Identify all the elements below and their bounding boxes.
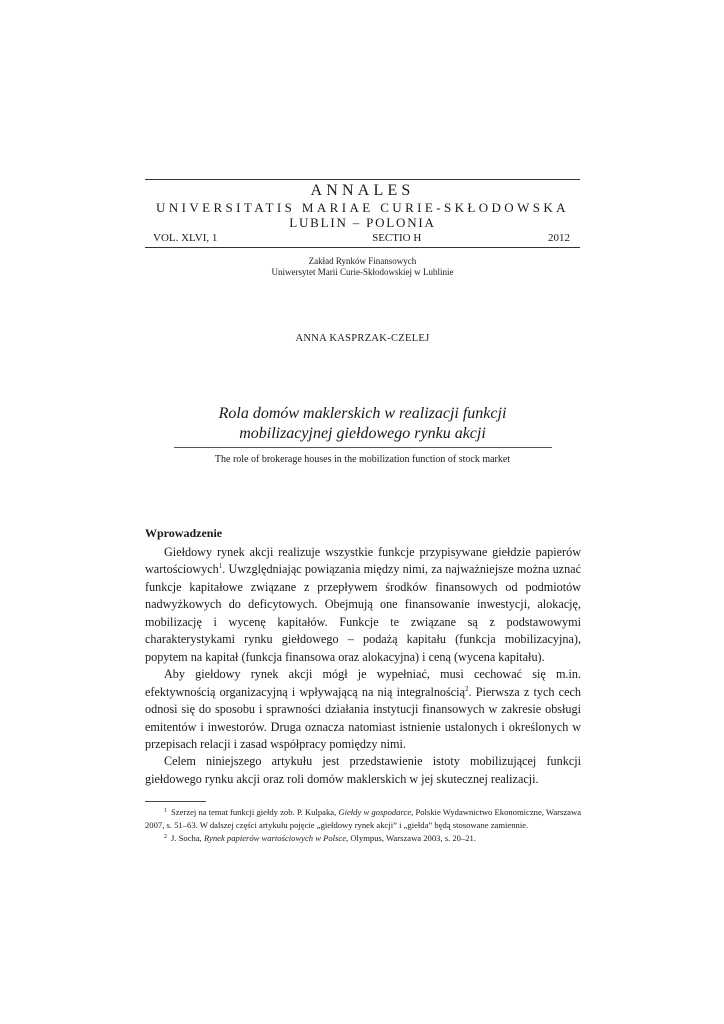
footnote-1-number: 1: [164, 808, 167, 814]
year: 2012: [547, 232, 570, 244]
journal-title: ANNALES: [310, 182, 415, 199]
body-text: [145, 544, 581, 788]
article-title-line-2: mobilizacyjnej giełdowego rynku akcji: [239, 425, 486, 442]
affiliation-department: Zakład Rynków Finansowych: [308, 256, 417, 266]
section-heading: Wprowadzenie: [145, 526, 223, 540]
journal-university: UNIVERSITATIS MARIAE CURIE-SKŁODOWSKA: [156, 200, 569, 215]
section: SECTIO H: [372, 232, 422, 244]
footnote-2: $^2$ J. Socha, Rynek papierów wartościowych w Polsce, Olympus, Warszawa 2003, s. 20–21.: [164, 833, 476, 843]
volume: VOL. XLVI, 1: [153, 232, 218, 244]
footnote-2-number: 2: [164, 834, 167, 840]
footnote-rule: [145, 801, 206, 802]
journal-city: LUBLIN – POLONIA: [289, 215, 436, 230]
volume-row: [153, 232, 570, 245]
footnotes: [145, 805, 581, 845]
paragraph-1: Giełdowy rynek akcji realizuje wszystkie funkcje przypisywane giełdzie papierów wartościowych$^1$. Uwzględniając powiązania między nimi, za najważniejsze można uznać funkcje kapitałowe związane z przepływem środków finansowych od podmiotów nadwyżkowych do deficytowych. Obejmują one finansowanie inwestycji, alokację, mobilizację i wycenę kapitałów. Funkcje te związane są z podstawowymi charakterystykami rynku giełdowego – podażą kapitału (funkcja mobilizacyjna), popytem na kapitał (funkcja finansowa oraz alokacyjna) i ceną (wycena kapitału).: [145, 545, 581, 664]
header-top-rule: [145, 179, 580, 180]
footnote-ref-2: 2: [464, 684, 469, 693]
affiliation-university: Uniwersytet Marii Curie-Skłodowskiej w Lublinie: [271, 267, 454, 277]
paragraph-2: Aby giełdowy rynek akcji mógł je wypełniać, musi cechować się m.in. efektywnością organizacyjną i wpływającą na nią integralnością$^2$. Pierwsza z tych cech odnosi się do sposobu i sprawności działania instytucji finansowych w zakresie obsługi emitentów i inwestorów. Druga oznacza natomiast istnienie ustalonych i określonych w przepisach relacji i zasad współpracy pomiędzy nimi.: [145, 667, 581, 751]
article-title-pl: [145, 404, 580, 444]
footnote-1: $^1$ Szerzej na temat funkcji giełdy zob. P. Kulpaka, Giełdy w gospodarce, Polskie Wydawnictwo Ekonomiczne, Warszawa 2007, s. 51–63. W dalszej części artykułu pojęcie „giełdowy rynek akcji” i „giełda” będą stosowane zamiennie.: [145, 807, 582, 830]
title-rule: [174, 447, 552, 448]
author-name: ANNA KASPRZAK-CZELEJ: [295, 333, 430, 344]
header-bottom-rule: [145, 247, 580, 248]
footnote-ref-1: 1: [218, 562, 223, 571]
article-title-en: The role of brokerage houses in the mobilization function of stock market: [214, 454, 511, 465]
article-title-line-1: Rola domów maklerskich w realizacji funkcji: [218, 405, 507, 422]
paragraph-3: Celem niniejszego artykułu jest przedstawienie istoty mobilizującej funkcji giełdowego rynku akcji oraz roli domów maklerskich w jej skutecznej realizacji.: [145, 754, 581, 786]
